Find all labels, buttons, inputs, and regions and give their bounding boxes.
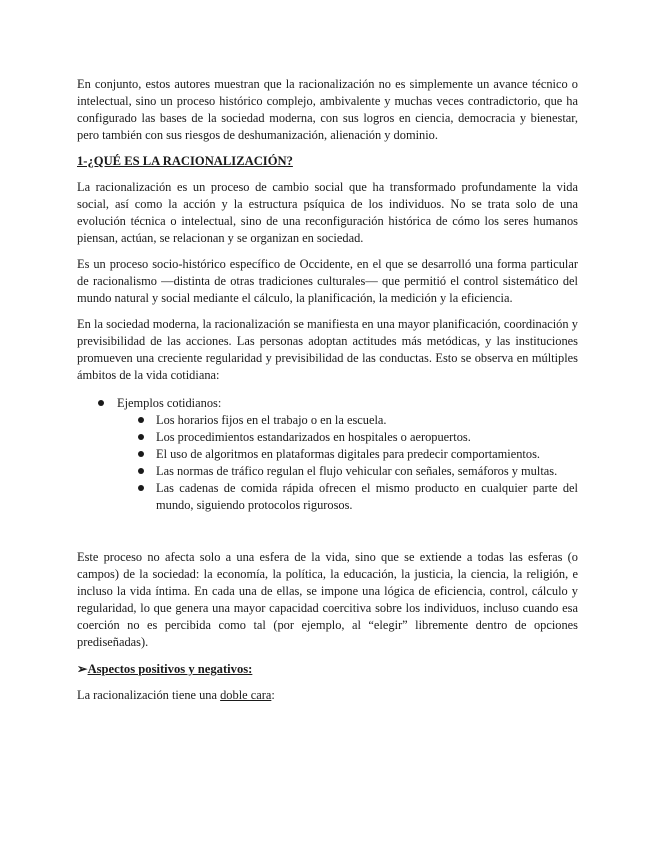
bullet-icon	[138, 468, 144, 474]
example-text: Las normas de tráfico regulan el flujo vehicular con señales, semáforos y multas.	[156, 464, 558, 478]
paragraph-spheres: Este proceso no afecta solo a una esfera de la vida, sino que se extiende a todas las esferas (o campos) de la sociedad: la economía, la política, la educación, la justicia, la ciencia, la religión, e incluso la vida íntima. En cada una de ellas, se impone una lógica de eficiencia, control, cálculo y regularidad, lo que genera una mayor capacidad coercitiva sobre los individuos, incluso cuando esa coerción no es percibida como tal (por ejemplo, al “elegir” libremente dentro de opciones prediseñadas).	[77, 550, 578, 649]
bullet-icon	[138, 485, 144, 491]
list-item	[138, 446, 578, 463]
intro-paragraph: En conjunto, estos autores muestran que la racionalización no es simplemente un avance técnico o intelectual, sino un proceso histórico complejo, ambivalente y muchas veces contradictorio, que ha configurado las bases de la sociedad moderna, con sus logros en ciencia, democracia y bienestar, pero también con sus riesgos de deshumanización, alienación y dominio.	[77, 77, 578, 142]
double-face-underlined: doble cara	[220, 688, 272, 702]
paragraph-occidente: Es un proceso socio-histórico específico de Occidente, en el que se desarrolló una forma particular de racionalismo —distinta de otras tradiciones culturales— que permitió el control sistemático del mundo natural y social mediante el cálculo, la planificación, la medición y la eficiencia.	[77, 257, 578, 305]
document-body	[77, 76, 578, 704]
bullet-icon	[138, 417, 144, 423]
examples-label: Ejemplos cotidianos:	[117, 396, 222, 410]
list-item	[138, 463, 578, 480]
bullet-icon	[98, 400, 104, 406]
bullet-icon	[138, 434, 144, 440]
paragraph-double-face	[77, 687, 578, 704]
list-item	[138, 412, 578, 429]
paragraph-definition: La racionalización es un proceso de cambio social que ha transformado profundamente la vida social, así como la acción y la estructura psíquica de los individuos. No se trata solo de una evolución técnica o intelectual, sino de una reconfiguración histórica de cómo los seres humanos piensan, actúan, se relacionan y se organizan en sociedad.	[77, 180, 578, 245]
double-face-colon: :	[271, 688, 275, 702]
examples-list	[98, 395, 578, 514]
aspects-heading: Aspectos positivos y negativos:	[87, 662, 253, 676]
arrow-icon: ➢	[77, 662, 88, 676]
list-item	[98, 395, 578, 514]
bullet-icon	[138, 451, 144, 457]
section-heading: 1-¿QUÉ ES LA RACIONALIZACIÓN?	[77, 154, 293, 168]
paragraph-modern-society: En la sociedad moderna, la racionalización se manifiesta en una mayor planificación, coordinación y previsibilidad de las acciones. Las personas adoptan actitudes más metódicas, y las instituciones promueven una creciente regularidad y previsibilidad de las conductas. Esto se observa en múltiples ámbitos de la vida cotidiana:	[77, 317, 578, 382]
examples-sublist	[138, 412, 578, 514]
example-text: Los horarios fijos en el trabajo o en la escuela.	[156, 413, 387, 427]
double-face-text: La racionalización tiene una	[77, 688, 221, 702]
list-item	[138, 480, 578, 514]
example-text: Las cadenas de comida rápida ofrecen el mismo producto en cualquier parte del mundo, siguiendo protocolos rigurosos.	[156, 481, 578, 512]
example-text: Los procedimientos estandarizados en hospitales o aeropuertos.	[156, 430, 471, 444]
list-item	[138, 429, 578, 446]
example-text: El uso de algoritmos en plataformas digitales para predecir comportamientos.	[156, 447, 540, 461]
aspects-heading-line	[77, 661, 578, 678]
